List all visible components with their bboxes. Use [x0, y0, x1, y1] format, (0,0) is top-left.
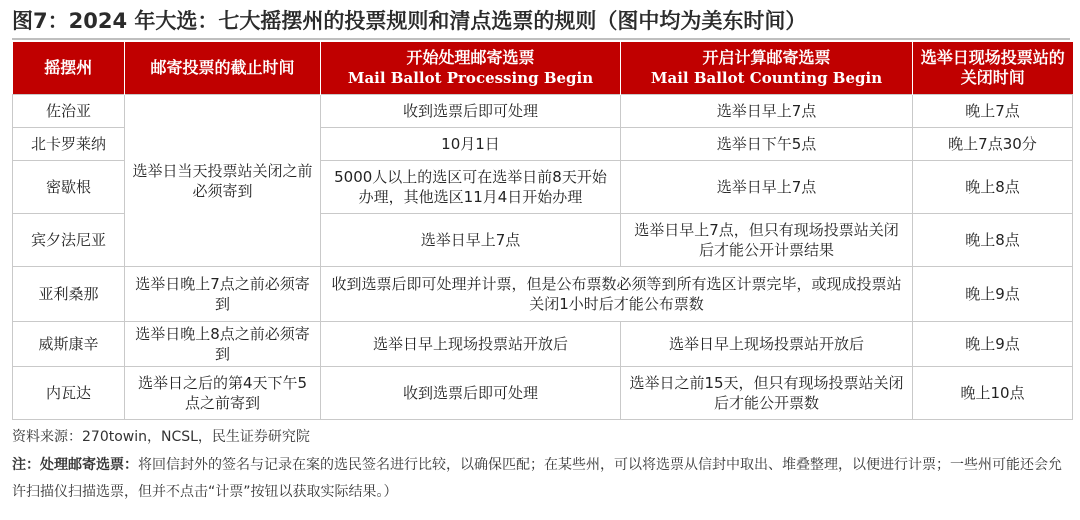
- footnote: [12, 452, 1072, 506]
- counting-cell: 选举日早上7点: [621, 161, 913, 214]
- table-header-row: [13, 42, 1073, 95]
- header-processing: [321, 42, 621, 95]
- note-label: 注：处理邮寄选票：: [12, 457, 138, 473]
- header-processing-en: Mail Ballot Processing Begin: [347, 69, 594, 87]
- deadline-cell: 选举日晚上8点之前必须寄到: [125, 322, 321, 367]
- note-text: 将回信封外的签名与记录在案的选民签名进行比较，以确保匹配；在某些州，可以将选票从信封中取出、堆叠整理，以便进行计票；一些州可能还会允许扫描仪扫描选票，但并不点击“计票”按钮以获取实际结果。）: [12, 457, 1062, 500]
- closing-cell: 晚上9点: [913, 322, 1073, 367]
- deadline-cell-shared: 选举日当天投票站关闭之前必须寄到: [125, 95, 321, 267]
- closing-cell: 晚上7点30分: [913, 128, 1073, 161]
- swing-state-rules-table: [12, 42, 1073, 420]
- closing-cell: 晚上8点: [913, 161, 1073, 214]
- deadline-cell: 选举日晚上7点之前必须寄到: [125, 267, 321, 322]
- closing-cell: 晚上8点: [913, 214, 1073, 267]
- table-row: [13, 322, 1073, 367]
- header-deadline: 邮寄投票的截止时间: [125, 42, 321, 95]
- state-cell: 密歇根: [13, 161, 125, 214]
- counting-cell: 选举日早上7点，但只有现场投票站关闭后才能公开计票结果: [621, 214, 913, 267]
- table-row: [13, 367, 1073, 420]
- processing-cell: 收到选票后即可处理: [321, 367, 621, 420]
- header-closing: 选举日现场投票站的关闭时间: [913, 42, 1073, 95]
- header-counting: [621, 42, 913, 95]
- counting-cell: 选举日早上7点: [621, 95, 913, 128]
- table-row: [13, 95, 1073, 128]
- closing-cell: 晚上7点: [913, 95, 1073, 128]
- processing-cell: 收到选票后即可处理: [321, 95, 621, 128]
- processing-cell: 选举日早上7点: [321, 214, 621, 267]
- state-cell: 佐治亚: [13, 95, 125, 128]
- closing-cell: 晚上9点: [913, 267, 1073, 322]
- counting-cell: 选举日早上现场投票站开放后: [621, 322, 913, 367]
- title-divider: [12, 38, 1070, 40]
- source-line: 资料来源：270towin，NCSL，民生证券研究院: [12, 429, 310, 445]
- state-cell: 威斯康辛: [13, 322, 125, 367]
- state-cell: 宾夕法尼亚: [13, 214, 125, 267]
- processing-cell: 5000人以上的选区可在选举日前8天开始办理，其他选区11月4日开始办理: [321, 161, 621, 214]
- state-cell: 亚利桑那: [13, 267, 125, 322]
- processing-cell: 选举日早上现场投票站开放后: [321, 322, 621, 367]
- header-counting-cn: 开启计算邮寄选票: [702, 48, 831, 67]
- deadline-cell: 选举日之后的第4天下午5点之前寄到: [125, 367, 321, 420]
- page-title: 图7：2024 年大选：七大摇摆州的投票规则和清点选票的规则（图中均为美东时间）: [12, 9, 807, 33]
- counting-cell: 选举日下午5点: [621, 128, 913, 161]
- state-cell: 北卡罗莱纳: [13, 128, 125, 161]
- processing-cell: 10月1日: [321, 128, 621, 161]
- header-counting-en: Mail Ballot Counting Begin: [650, 69, 883, 87]
- processing-counting-merged-cell: 收到选票后即可处理并计票，但是公布票数必须等到所有选区计票完毕，或现成投票站关闭1小时后才能公布票数: [321, 267, 913, 322]
- header-state: 摇摆州: [13, 42, 125, 95]
- state-cell: 内瓦达: [13, 367, 125, 420]
- header-processing-cn: 开始处理邮寄选票: [406, 48, 535, 67]
- closing-cell: 晚上10点: [913, 367, 1073, 420]
- table-row: [13, 267, 1073, 322]
- counting-cell: 选举日之前15天，但只有现场投票站关闭后才能公开票数: [621, 367, 913, 420]
